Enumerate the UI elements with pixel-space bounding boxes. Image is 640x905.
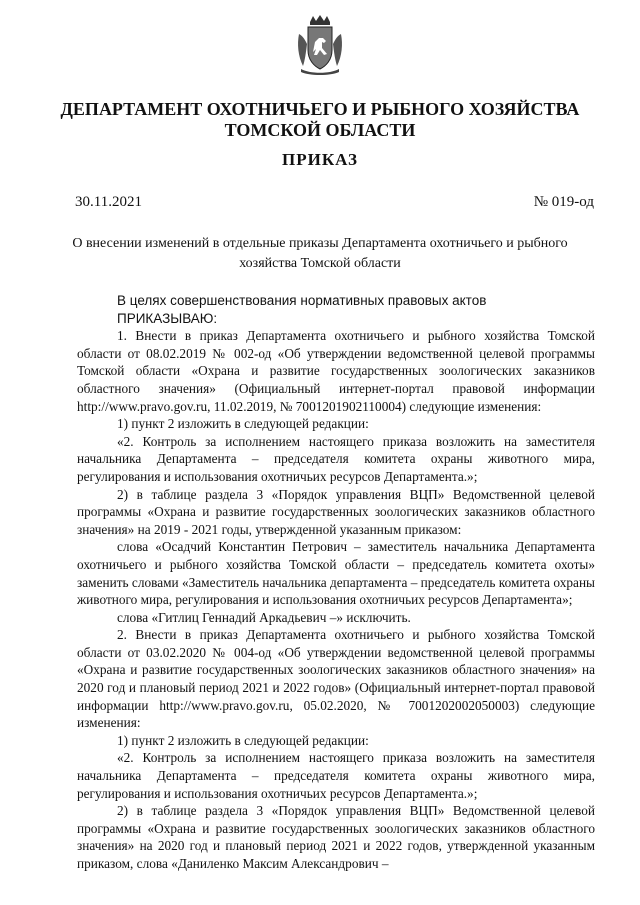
order-keyword: ПРИКАЗЫВАЮ: [117,310,218,326]
subject-line2: хозяйства Томской области [239,256,401,271]
preamble: В целях совершенствования нормативных правовых актов [117,293,487,308]
paragraph: слова «Осадчий Константин Петрович – заместитель начальника Департамента охотничьего и рыбного хозяйства Томской области – председатель комитета охоты» заменить словами «Заместитель начальника департамента – председатель комитета охраны животного мира, регулирования и использования охотничьих ресурсов Департамента»; [77,539,595,608]
paragraph: 1. Внести в приказ Департамента охотничьего и рыбного хозяйства Томской области от 08.02.2019 № 002-од «Об утверждении ведомственной целевой программы Томской области «Охрана и развитие государственных зоологических заказников областного значения» (Официальный интернет-портал правовой информации http://www.pravo.gov.ru, 11.02.2019, № 7001201902110004) следующие изменения: [77,328,595,414]
document-number: № 019-од [533,194,594,210]
paragraph: слова «Гитлиц Геннадий Аркадьевич –» исключить. [117,609,411,625]
coat-of-arms-tomsk-icon [295,14,345,76]
subject-line1: О внесении изменений в отдельные приказы Департамента охотничьего и рыбного [72,236,568,251]
department-name-line2: ТОМСКОЙ ОБЛАСТИ [224,120,416,140]
paragraph: 2. Внести в приказ Департамента охотничьего и рыбного хозяйства Томской области от 03.02.2020 № 004-од «Об утверждении ведомственной целевой программы «Охрана и развитие государственных зоологических заказников областного значения» на 2020 год и плановый период 2021 и 2022 годов» (Официальный интернет-портал правовой информации http://www.pravo.gov.ru, 05.02.2020, № 7001202002050003) следующие изменения: [77,627,595,731]
document-date: 30.11.2021 [75,194,142,210]
paragraph: 1) пункт 2 изложить в следующей редакции: [117,732,369,748]
paragraph: «2. Контроль за исполнением настоящего приказа возложить на заместителя начальника Департамента – председателя комитета охраны животного мира, регулирования и использования охотничьих ресурсов Департамента.»; [77,433,595,484]
paragraph: 2) в таблице раздела 3 «Порядок управления ВЦП» Ведомственной целевой программы «Охрана и развитие государственных зоологических заказников областного значения» на 2020 год и плановый период 2021 и 2022 годов, утвержденной указанным приказом, слова «Даниленко Максим Александрович – [77,803,595,871]
document-body [77,292,595,873]
paragraph: 1) пункт 2 изложить в следующей редакции: [117,416,369,432]
document-type: ПРИКАЗ [282,150,358,169]
department-name-line1: ДЕПАРТАМЕНТ ОХОТНИЧЬЕГО И РЫБНОГО ХОЗЯЙСТВА [60,99,580,119]
paragraph: «2. Контроль за исполнением настоящего приказа возложить на заместителя начальника Департамента – председателя комитета охраны животного мира, регулирования и использования охотничьих ресурсов Департамента.»; [77,750,595,801]
paragraph: 2) в таблице раздела 3 «Порядок управления ВЦП» Ведомственной целевой программы «Охрана и развитие государственных зоологических заказников областного значения» на 2019 - 2021 годы, утвержденной указанным приказом: [77,486,595,537]
